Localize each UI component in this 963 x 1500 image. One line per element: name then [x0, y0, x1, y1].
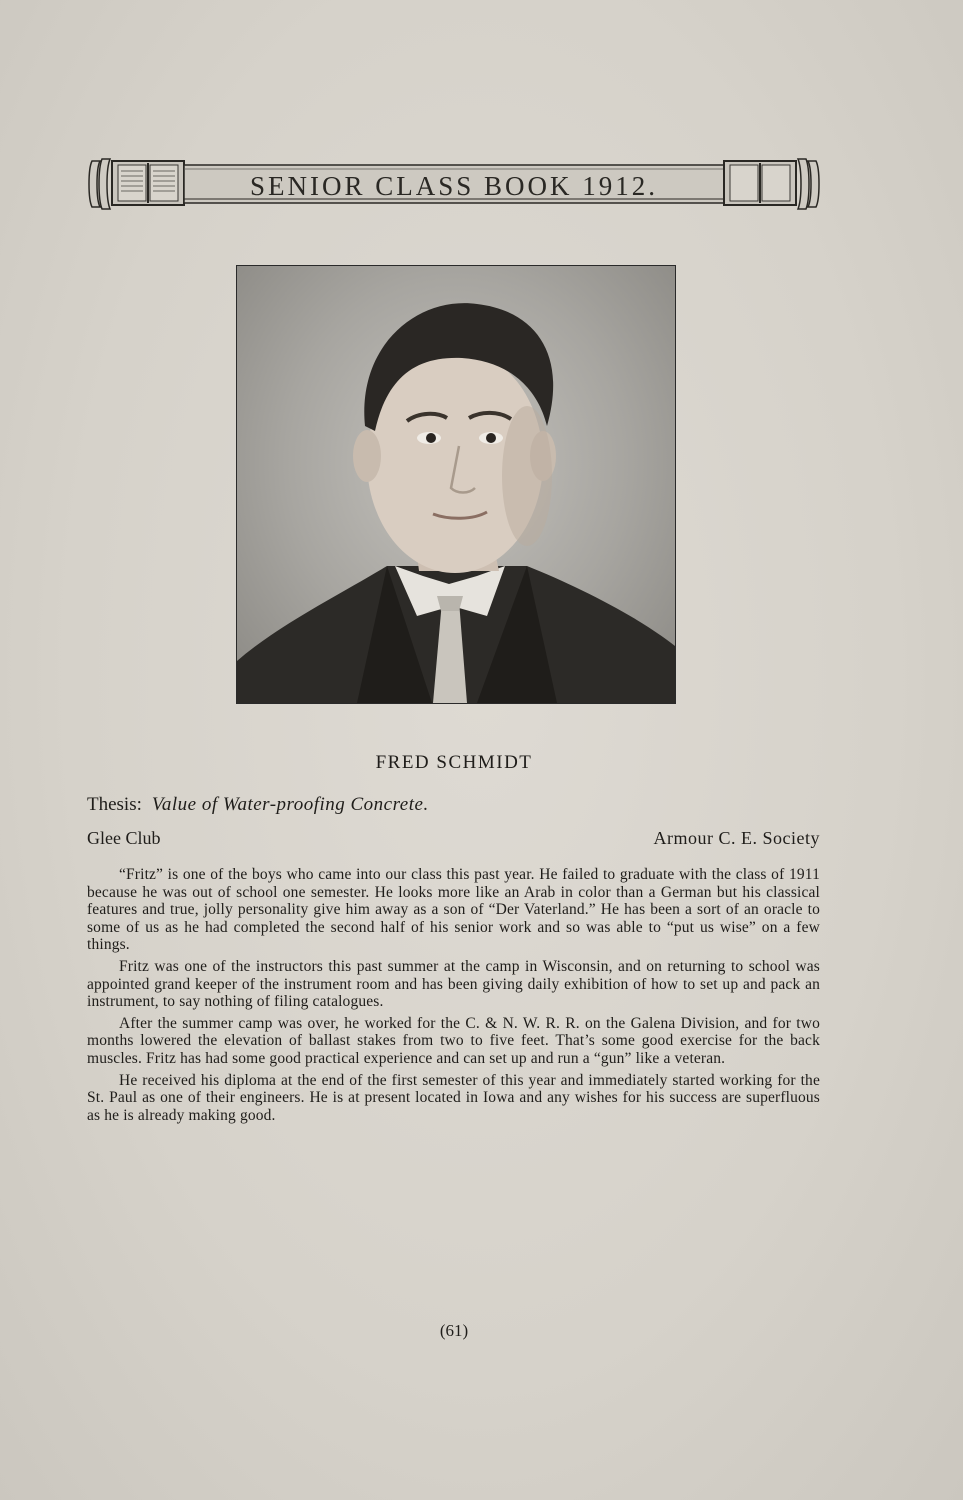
header-title: SENIOR CLASS BOOK 1912. [249, 171, 659, 201]
biography-text [87, 866, 820, 1128]
activity-society: Armour C. E. Society [653, 828, 820, 848]
portrait-photo [236, 265, 676, 704]
thesis-line [87, 794, 429, 816]
header-banner [86, 155, 824, 213]
student-name: FRED SCHMIDT [375, 752, 533, 773]
thesis-label: Thesis: [87, 794, 142, 815]
activity-glee-club: Glee Club [87, 828, 161, 848]
thesis-title: Value of Water-proofing Concrete. [151, 794, 429, 815]
paragraph-3: After the summer camp was over, he worked for the C. & N. W. R. R. on the Galena Division, and for two months lowered the elevation of ballast stakes from two to five feet. That’s some good exercise for the back muscles. Fritz has had some good practical experience and can set up and run a “gun” like a veteran. [87, 1014, 820, 1067]
paragraph-4: He received his diploma at the end of the first semester of this year and immediately started working for the St. Paul as one of their engineers. He is at present located in Iowa and any wishes for his success are superfluous as he is already making good. [87, 1071, 820, 1124]
page-number: (61) [439, 1321, 469, 1340]
paragraph-1: “Fritz” is one of the boys who came into our class this past year. He failed to graduate with the class of 1911 because he was out of school one semester. He looks more like an Arab in color than a German but his classical features and true, jolly personality give him away as a son of “Der Vaterland.” He has been a sort of an oracle to some of us as he had completed the second half of his senior work and so was able to “put us wise” on a few things. [87, 866, 820, 954]
paragraph-2: Fritz was one of the instructors this past summer at the camp in Wisconsin, and on returning to school was appointed grand keeper of the instrument room and has been giving daily exhibition of how to set up and pack an instrument, to say nothing of filing catalogues. [87, 957, 820, 1011]
